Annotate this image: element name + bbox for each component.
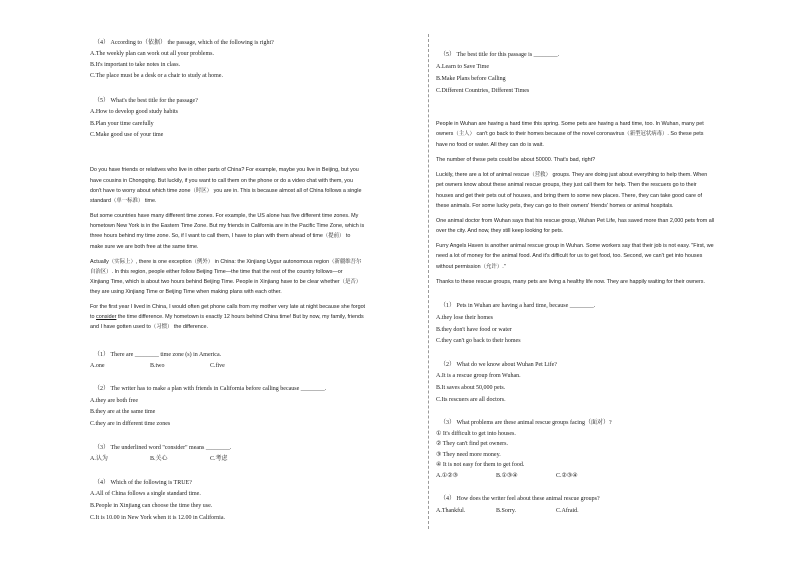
question-1-option-c: C.five	[210, 363, 225, 369]
passage-fragment: the time difference. My hometown is exactly 12 hours behind China time! But by now, my family, friends	[116, 314, 364, 320]
question-3-option-c: C.考虑	[210, 456, 228, 462]
passage-line: houses and get their pets out of houses, and bring them to some new places. There, they can take good care of	[436, 193, 703, 199]
question-5-option-a: A.Learn to Save Time	[436, 64, 489, 70]
question-4-stem: （4） According to（依据） the passage, which of the following is right?	[94, 40, 274, 46]
question-4-option-c: C.Afraid.	[556, 508, 579, 514]
passage-line: hometown New York is in the Eastern Time Zone. But my friends in California are in the Pacific Time Zone, which is	[90, 223, 365, 229]
question-4-option-b: B.Sorry.	[496, 508, 516, 514]
passage-line: Furry Angels Haven is another animal rescue group in Wuhan. Some workers say that their job is not easy. "First, we	[436, 243, 714, 249]
question-2-option-c: C.they are in different time zones	[90, 421, 171, 427]
passage-line: Xinjiang Time, which is about two hours behind Beijing Time. People in Xinjiang have to be clear whether（是否）	[90, 279, 362, 285]
question-3-option-b: B.关心	[150, 456, 168, 462]
statement-4: ④ It is not easy for them to get food.	[436, 462, 525, 468]
question-4-option-a: A.Thankful.	[436, 508, 466, 514]
question-1-option-b: B.two	[150, 363, 165, 369]
question-1-option-a: A.they lose their homes	[436, 315, 493, 321]
question-5-option-b: B.Plan your time carefully	[90, 121, 154, 127]
statement-2: ② They can't find pet owners.	[436, 441, 508, 447]
passage-line	[90, 313, 364, 321]
question-3-stem: （3） What problems are these animal rescue groups facing（面对）?	[440, 420, 612, 426]
underlined-word: consider	[96, 314, 117, 320]
passage-line: People in Wuhan are having a hard time this spring. Some pets are having a hard time, too. In Wuhan, many pet	[436, 121, 704, 127]
passage-line: Do you have friends or relatives who live in other parts of China? For example, maybe you live in Beijing, but you	[90, 167, 359, 173]
passage-line: 自治区）. In this region, people either follow Beijing Time—the time that the rest of the country follows—or	[90, 269, 343, 275]
question-2-stem: （2） What do we know about Wuhan Pet Life?	[440, 362, 557, 368]
question-2-stem: （2） The writer has to make a plan with friends in California before calling because ________.	[94, 386, 327, 392]
question-3-stem: （3） The underlined word "consider" means ________.	[94, 445, 232, 451]
question-2-option-a: A.It is a rescue group from Wuhan.	[436, 373, 521, 379]
question-3-option-c: C.②③④	[556, 473, 578, 479]
passage-line: have no food or water. All they can do is wait.	[436, 142, 544, 148]
question-5-stem: （5） The best title for this passage is ________.	[440, 52, 560, 58]
passage-line: Actually（实际上）, there is one exception（例外） in China: the Xinjiang Uygur autonomous region（新疆维吾尔	[90, 259, 362, 265]
question-1-stem: （1） There are ________ time zone (s) in America.	[94, 352, 222, 358]
question-3-option-a: A.认为	[90, 456, 108, 462]
passage-line: make sure we are both free at the same time.	[90, 244, 199, 250]
passage-line: three hours behind my time zone. So, if I want to call them, I have to plan with them ahead of time（提前） to	[90, 233, 351, 239]
column-divider	[428, 34, 429, 529]
passage-line: they are using Xinjiang Time or Beijing Time when making plans with each other.	[90, 289, 282, 295]
question-4-stem: （4） How does the writer feel about these animal rescue groups?	[440, 496, 600, 502]
passage-line: owners（主人） can't go back to their homes because of the novel coronavirus（新型冠状病毒）. So these pets	[436, 131, 704, 137]
question-2-option-b: B.they are at the same time	[90, 409, 156, 415]
question-5-option-a: A.How to develop good study habits	[90, 109, 178, 115]
question-4b-stem: （4） Which of the following is TRUE?	[94, 480, 192, 486]
question-3-option-a: A.①②③	[436, 473, 458, 479]
passage-line: need a lot of money for the animal food. And it's difficult for us to get food, too. Second, we can't get into houses	[436, 253, 703, 259]
passage-line: Luckily, there are a lot of animal rescue（营救） groups. They are doing just about everything to help them. When	[436, 172, 708, 178]
question-4b-option-b: B.People in Xinjiang can choose the time they use.	[90, 503, 213, 509]
question-1-stem: （1） Pets in Wuhan are having a hard time, because ________.	[440, 303, 596, 309]
passage-line: But some countries have many different time zones. For example, the US alone has five different time zones. My	[90, 213, 359, 219]
question-1-option-a: A.one	[90, 363, 105, 369]
passage-line: standard（单一标准） time.	[90, 198, 157, 204]
statement-1: ① It's difficult to get into houses.	[436, 431, 516, 437]
question-2-option-c: C.Its rescuers are all doctors.	[436, 397, 506, 403]
passage-line: don't have to worry about which time zone（时区） you are in. This is because almost all of China follows a single	[90, 188, 362, 194]
question-1-option-c: C.they can't go back to their homes	[436, 338, 521, 344]
passage-line: The number of these pets could be about 50000. That's bad, right?	[436, 157, 596, 163]
question-5-option-c: C.Different Countries, Different Times	[436, 88, 530, 94]
passage-line: and I have gotten used to（习惯） the difference.	[90, 324, 208, 330]
question-5-option-c: C.Make good use of your time	[90, 132, 164, 138]
question-5-stem: （5） What's the best title for the passage?	[94, 98, 198, 104]
statement-3: ③ They need more money.	[436, 452, 501, 458]
question-4-option-c: C.The place must be a desk or a chair to study at home.	[90, 73, 223, 79]
question-4b-option-c: C.It is 10.00 in New York when it is 12.00 in California.	[90, 515, 225, 521]
passage-line: over the city. And now, they still keep looking for pets.	[436, 228, 564, 234]
passage-line: have cousins in Chongqing. But luckily, if you want to call them on the phone or do a video chat with them, you	[90, 178, 353, 184]
question-4b-option-a: A.All of China follows a single standard time.	[90, 491, 201, 497]
question-2-option-b: B.It saves about 50,000 pets.	[436, 385, 506, 391]
question-5-option-b: B.Make Plans before Calling	[436, 76, 506, 82]
passage-line: pet owners know about these animal rescue groups, they just call them for help. Then the rescuers go to their	[436, 182, 697, 188]
question-4-option-b: B.It's important to take notes in class.	[90, 62, 181, 68]
passage-line: these animals. For some lucky pets, they can go to their owners' friends' homes or animal hospitals.	[436, 203, 674, 209]
question-2-option-a: A.they are both free	[90, 398, 138, 404]
passage-line: without permission（允许）."	[436, 264, 506, 270]
passage-fragment: to	[90, 314, 96, 320]
passage-line: For the first year I lived in China, I would often get phone calls from my mother very late at night because she forgot	[90, 304, 366, 310]
question-3-option-b: B.①③④	[496, 473, 518, 479]
passage-line: One animal doctor from Wuhan says that his rescue group, Wuhan Pet Life, has saved more than 2,000 pets from all	[436, 218, 715, 224]
question-4-option-a: A.The weekly plan can work out all your problems.	[90, 51, 214, 57]
question-1-option-b: B.they don't have food or water	[436, 327, 512, 333]
passage-line: Thanks to these rescue groups, many pets are living a healthy life now. They are happily waiting for their owners.	[436, 279, 705, 285]
